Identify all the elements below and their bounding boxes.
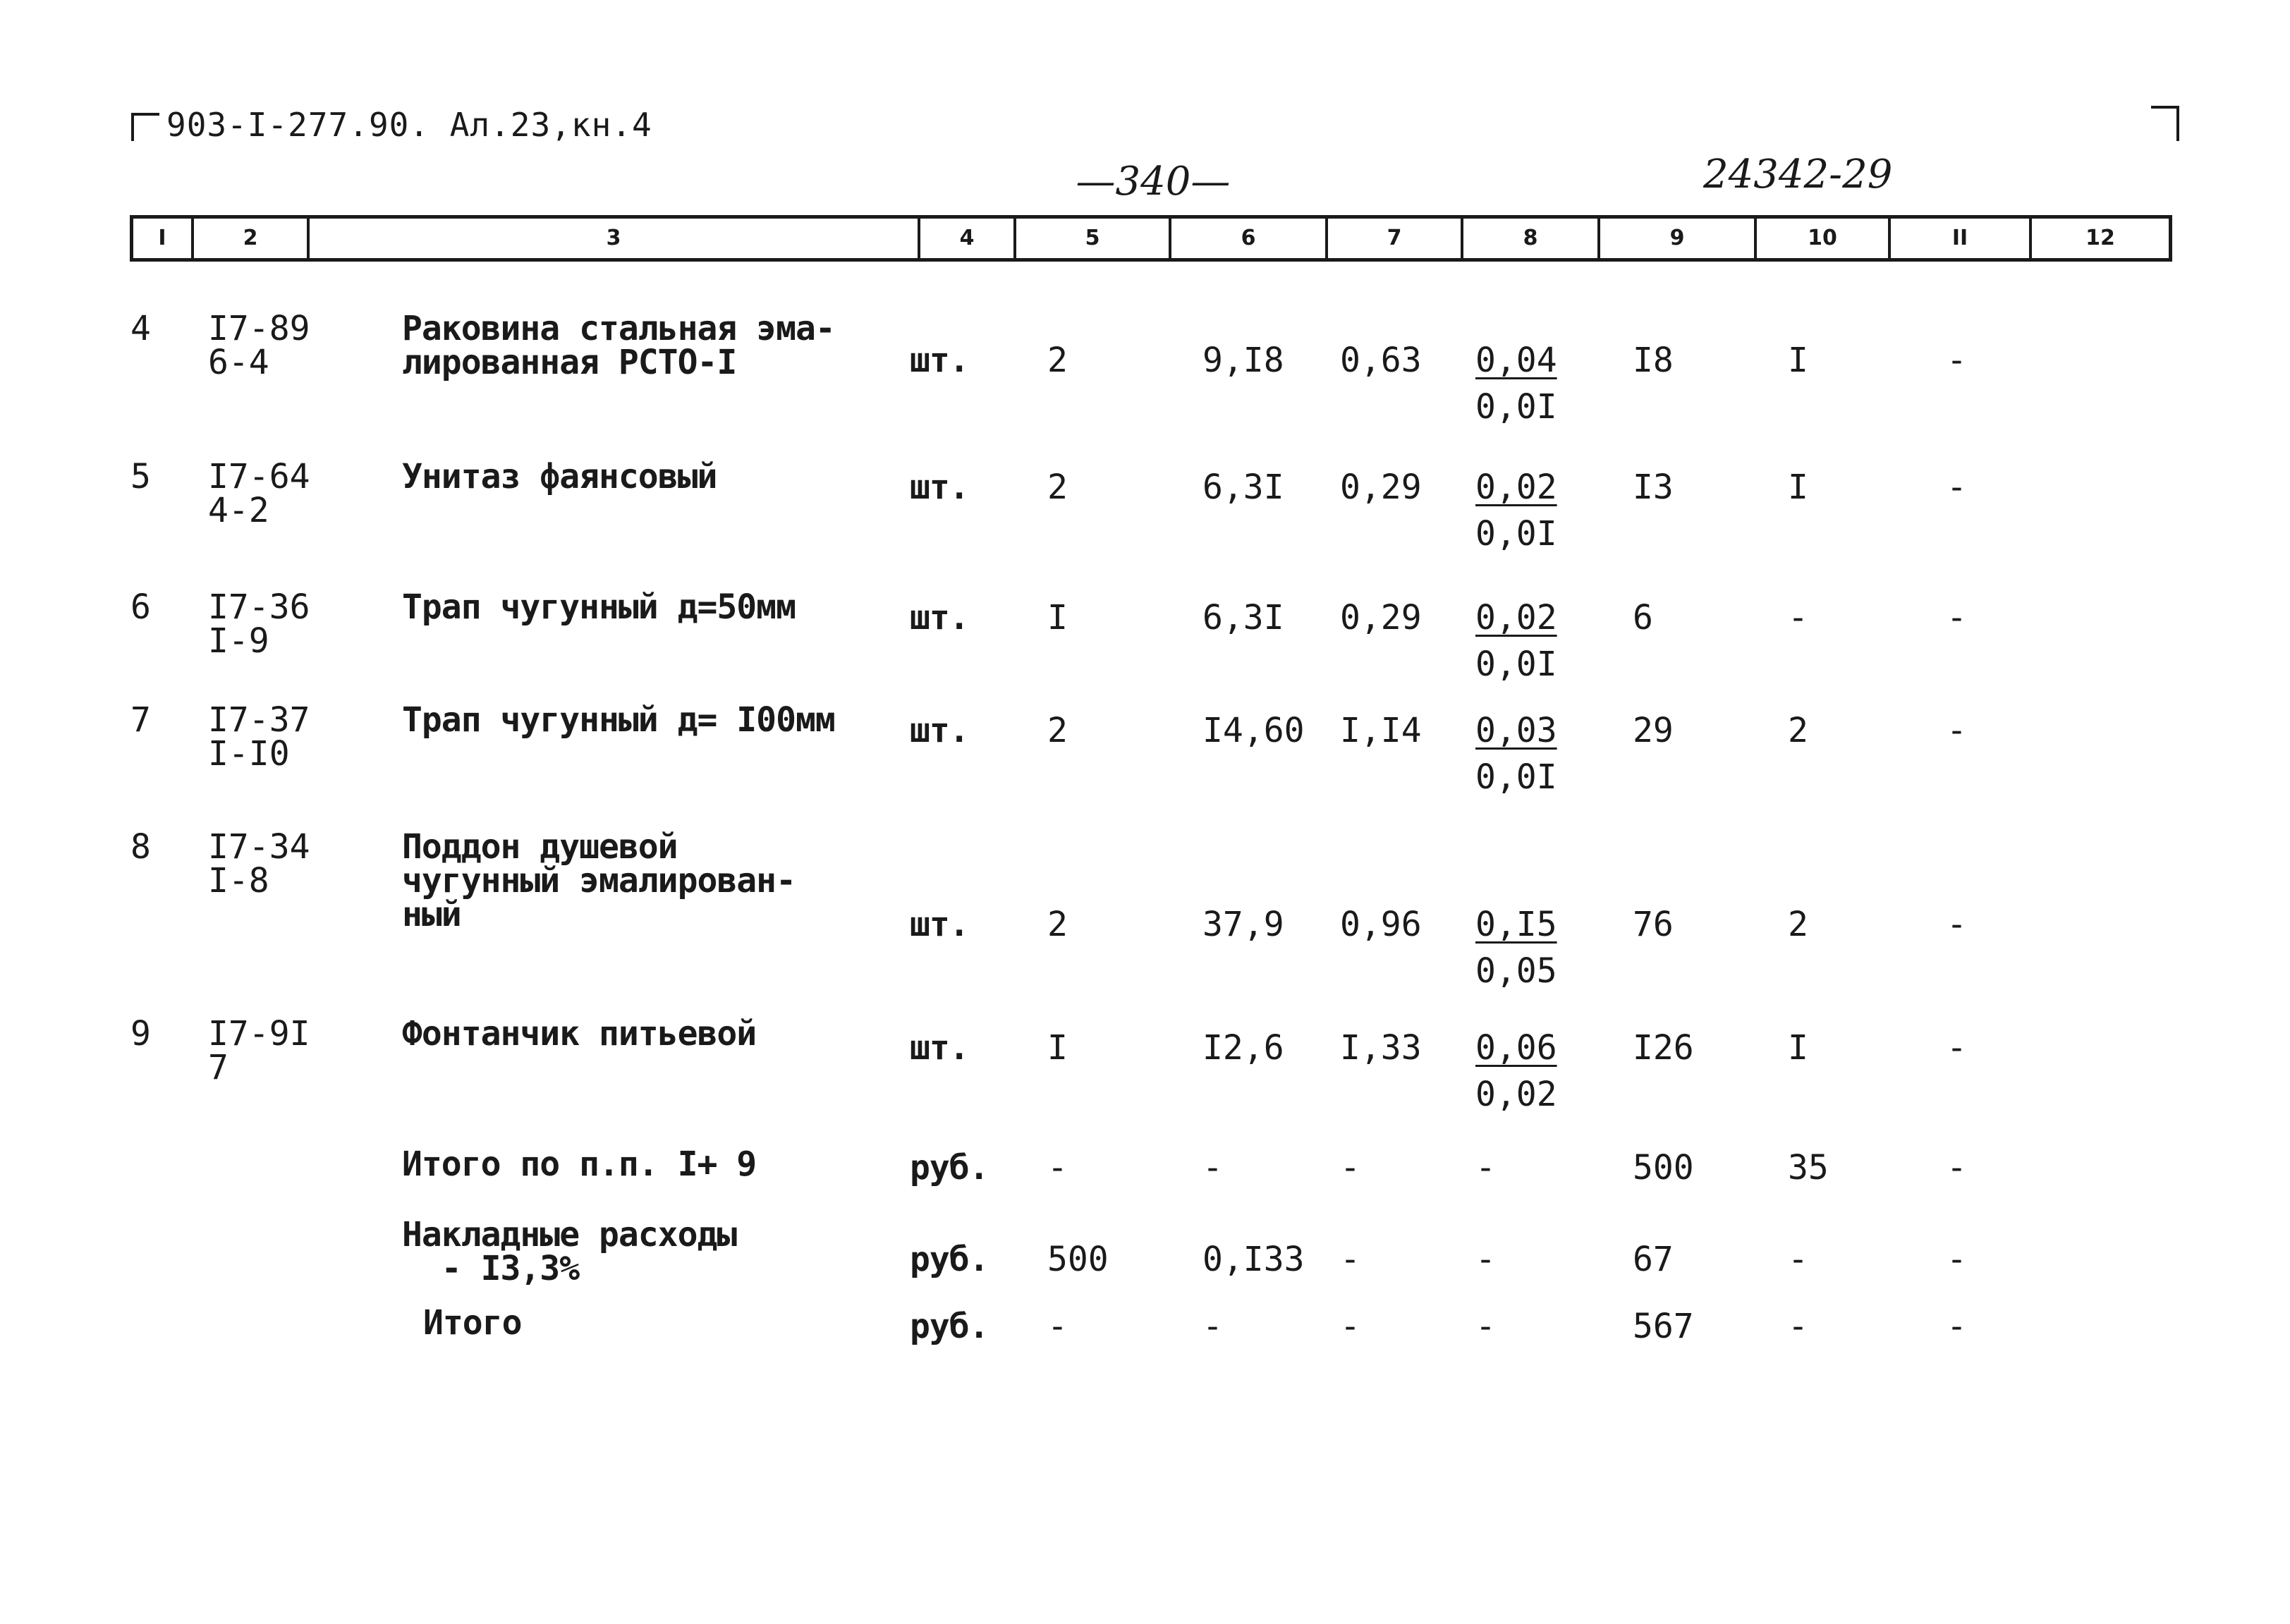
row-code: I-9 bbox=[208, 621, 269, 661]
row-col8-top: 0,I5 bbox=[1475, 905, 1557, 944]
row-col8-top: 0,04 bbox=[1475, 341, 1557, 380]
total-col7: - bbox=[1340, 1307, 1360, 1346]
column-header: 4 bbox=[920, 219, 1016, 258]
row-code: I7-89 bbox=[208, 309, 310, 348]
row-col7: 0,63 bbox=[1340, 341, 1422, 380]
row-col8-top: 0,06 bbox=[1475, 1028, 1557, 1068]
row-code: 6-4 bbox=[208, 343, 269, 382]
total-unit: руб. bbox=[910, 1148, 989, 1188]
row-code: I-8 bbox=[208, 861, 269, 900]
row-code: 4-2 bbox=[208, 491, 269, 530]
row-col10: 2 bbox=[1788, 905, 1808, 944]
row-number: 6 bbox=[130, 587, 151, 627]
row-col11: - bbox=[1947, 468, 1967, 507]
row-col11: - bbox=[1947, 598, 1967, 637]
column-header: 9 bbox=[1600, 219, 1757, 258]
total-col9: 67 bbox=[1633, 1240, 1674, 1279]
total-col8: - bbox=[1475, 1240, 1496, 1279]
row-name: ный bbox=[402, 895, 461, 934]
column-header: 5 bbox=[1016, 219, 1171, 258]
total-name: Накладные расходы bbox=[402, 1215, 737, 1254]
row-col9: I26 bbox=[1633, 1028, 1694, 1068]
row-col8-bottom: 0,0I bbox=[1475, 757, 1557, 797]
row-col7: 0,96 bbox=[1340, 905, 1422, 944]
page-number: —340— bbox=[1076, 159, 1231, 204]
total-col7: - bbox=[1340, 1240, 1360, 1279]
row-name: лированная РСТО-I bbox=[402, 343, 737, 382]
row-price: 37,9 bbox=[1202, 905, 1284, 944]
row-unit: шт. bbox=[910, 1028, 969, 1068]
row-quantity: I bbox=[1047, 1028, 1068, 1068]
total-col8: - bbox=[1475, 1307, 1496, 1346]
row-col9: I3 bbox=[1633, 468, 1674, 507]
row-price: 6,3I bbox=[1202, 598, 1284, 637]
row-number: 4 bbox=[130, 309, 151, 348]
row-code: I7-37 bbox=[208, 700, 310, 740]
row-col10: - bbox=[1788, 598, 1808, 637]
row-col8-top: 0,02 bbox=[1475, 468, 1557, 507]
total-col9: 500 bbox=[1633, 1148, 1694, 1188]
total-quantity: - bbox=[1047, 1307, 1068, 1346]
total-col10: - bbox=[1788, 1307, 1808, 1346]
row-col8-bottom: 0,0I bbox=[1475, 645, 1557, 684]
total-name: Итого bbox=[423, 1303, 522, 1343]
row-name: чугунный эмалирован- bbox=[402, 861, 796, 900]
total-col11: - bbox=[1947, 1148, 1967, 1188]
row-col7: 0,29 bbox=[1340, 468, 1422, 507]
total-col7: - bbox=[1340, 1148, 1360, 1188]
column-header: 10 bbox=[1757, 219, 1891, 258]
row-quantity: 2 bbox=[1047, 341, 1068, 380]
row-col7: 0,29 bbox=[1340, 598, 1422, 637]
total-name: - I3,3% bbox=[402, 1249, 580, 1288]
row-price: 6,3I bbox=[1202, 468, 1284, 507]
row-col10: I bbox=[1788, 468, 1808, 507]
total-col11: - bbox=[1947, 1240, 1967, 1279]
row-number: 5 bbox=[130, 457, 151, 496]
row-col8-top: 0,02 bbox=[1475, 598, 1557, 637]
row-quantity: 2 bbox=[1047, 468, 1068, 507]
column-header: I bbox=[133, 219, 194, 258]
row-col11: - bbox=[1947, 905, 1967, 944]
row-code: 7 bbox=[208, 1048, 229, 1087]
row-code: I7-9I bbox=[208, 1014, 310, 1054]
row-col10: 2 bbox=[1788, 711, 1808, 750]
corner-mark-right bbox=[2151, 106, 2179, 141]
row-col9: I8 bbox=[1633, 341, 1674, 380]
row-code: I-I0 bbox=[208, 734, 290, 774]
row-col11: - bbox=[1947, 341, 1967, 380]
row-name: Унитаз фаянсовый bbox=[402, 457, 717, 496]
row-col11: - bbox=[1947, 1028, 1967, 1068]
row-unit: шт. bbox=[910, 341, 969, 380]
corner-mark-left bbox=[131, 113, 159, 141]
total-price: - bbox=[1202, 1148, 1223, 1188]
row-name: Поддон душевой bbox=[402, 827, 678, 867]
column-header: 8 bbox=[1463, 219, 1600, 258]
total-unit: руб. bbox=[910, 1240, 989, 1279]
document-code: 903-I-277.90. Ал.23,кн.4 bbox=[166, 106, 652, 144]
total-price: 0,I33 bbox=[1202, 1240, 1305, 1279]
row-col7: I,33 bbox=[1340, 1028, 1422, 1068]
column-header: 2 bbox=[194, 219, 310, 258]
column-header: II bbox=[1891, 219, 2032, 258]
row-col7: I,I4 bbox=[1340, 711, 1422, 750]
row-unit: шт. bbox=[910, 711, 969, 750]
total-col11: - bbox=[1947, 1307, 1967, 1346]
row-col11: - bbox=[1947, 711, 1967, 750]
row-col10: I bbox=[1788, 1028, 1808, 1068]
row-unit: шт. bbox=[910, 468, 969, 507]
total-quantity: - bbox=[1047, 1148, 1068, 1188]
row-col8-bottom: 0,05 bbox=[1475, 951, 1557, 991]
row-number: 8 bbox=[130, 827, 151, 867]
column-header-row bbox=[130, 215, 2172, 262]
row-col9: 76 bbox=[1633, 905, 1674, 944]
row-col9: 29 bbox=[1633, 711, 1674, 750]
row-col10: I bbox=[1788, 341, 1808, 380]
row-quantity: 2 bbox=[1047, 711, 1068, 750]
row-code: I7-34 bbox=[208, 827, 310, 867]
row-price: 9,I8 bbox=[1202, 341, 1284, 380]
row-name: Раковина стальная эма- bbox=[402, 309, 835, 348]
column-header: 7 bbox=[1328, 219, 1463, 258]
row-name: Фонтанчик питьевой bbox=[402, 1014, 757, 1054]
total-price: - bbox=[1202, 1307, 1223, 1346]
row-unit: шт. bbox=[910, 905, 969, 944]
row-col9: 6 bbox=[1633, 598, 1653, 637]
row-quantity: 2 bbox=[1047, 905, 1068, 944]
row-code: I7-64 bbox=[208, 457, 310, 496]
total-col10: - bbox=[1788, 1240, 1808, 1279]
row-price: I2,6 bbox=[1202, 1028, 1284, 1068]
total-unit: руб. bbox=[910, 1307, 989, 1346]
row-code: I7-36 bbox=[208, 587, 310, 627]
column-header: 6 bbox=[1171, 219, 1328, 258]
row-number: 7 bbox=[130, 700, 151, 740]
total-col9: 567 bbox=[1633, 1307, 1694, 1346]
total-name: Итого по п.п. I+ 9 bbox=[402, 1144, 757, 1184]
row-name: Трап чугунный д=50мм bbox=[402, 587, 796, 627]
row-number: 9 bbox=[130, 1014, 151, 1054]
row-name: Трап чугунный д= I00мм bbox=[402, 700, 835, 740]
row-col8-bottom: 0,0I bbox=[1475, 514, 1557, 554]
row-unit: шт. bbox=[910, 598, 969, 637]
row-quantity: I bbox=[1047, 598, 1068, 637]
column-header: 12 bbox=[2085, 226, 2115, 250]
column-header: 3 bbox=[310, 219, 920, 258]
row-col8-bottom: 0,0I bbox=[1475, 387, 1557, 427]
row-col8-bottom: 0,02 bbox=[1475, 1075, 1557, 1114]
total-col10: 35 bbox=[1788, 1148, 1829, 1188]
total-col8: - bbox=[1475, 1148, 1496, 1188]
row-col8-top: 0,03 bbox=[1475, 711, 1557, 750]
total-quantity: 500 bbox=[1047, 1240, 1109, 1279]
sheet-number: 24342-29 bbox=[1703, 152, 1893, 197]
row-price: I4,60 bbox=[1202, 711, 1305, 750]
